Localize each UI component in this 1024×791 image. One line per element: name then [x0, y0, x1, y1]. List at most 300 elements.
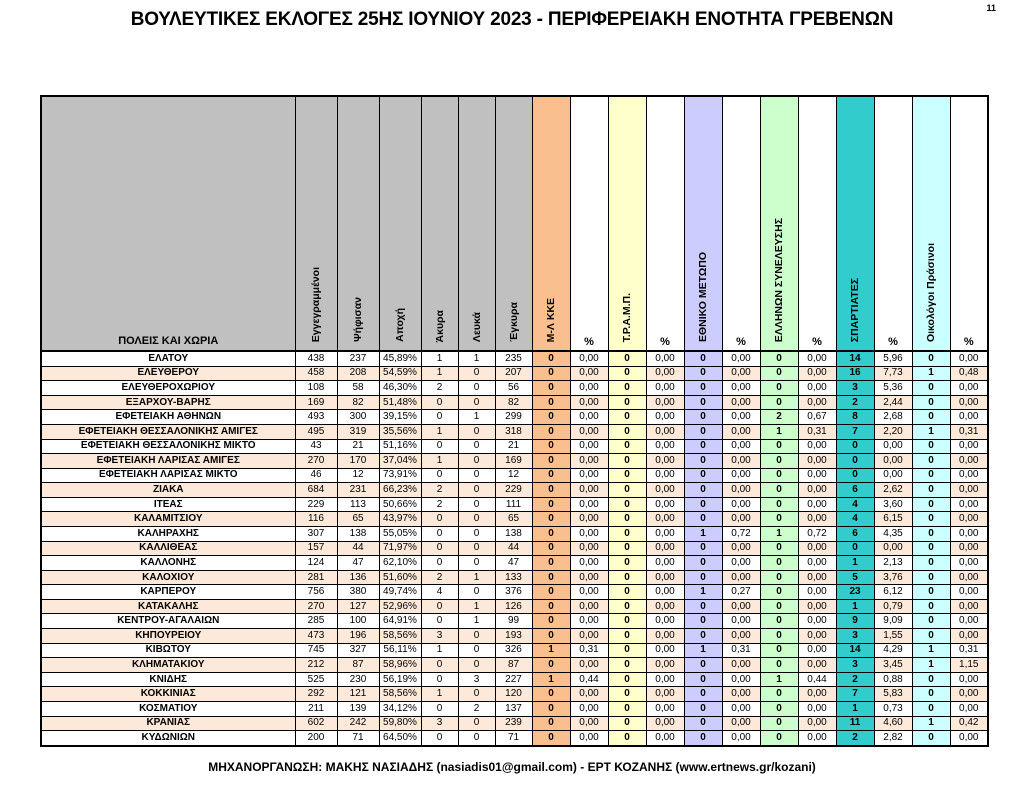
party-votes-cell: 0 — [608, 351, 646, 366]
stat-cell: 300 — [337, 410, 379, 425]
stat-cell: 0 — [421, 410, 458, 425]
col-header-pct-ellinon-synelefsis: % — [798, 96, 836, 351]
place-name-cell: ΕΛΑΤΟΥ — [41, 351, 295, 366]
stat-cell: 473 — [295, 629, 337, 644]
col-header-pct-oikologoi-prasinoi: % — [950, 96, 988, 351]
stat-cell: 116 — [295, 512, 337, 527]
party-votes-cell: 0 — [684, 468, 722, 483]
party-pct-cell: 0,00 — [950, 629, 988, 644]
stat-cell: 113 — [337, 497, 379, 512]
party-votes-cell: 0 — [760, 570, 798, 585]
party-votes-cell: 1 — [912, 716, 950, 731]
party-pct-cell: 0,00 — [798, 658, 836, 673]
party-pct-cell: 0,00 — [722, 468, 760, 483]
party-votes-cell: 0 — [608, 570, 646, 585]
party-votes-cell: 0 — [684, 716, 722, 731]
party-pct-cell: 0,00 — [722, 497, 760, 512]
stat-cell: 0 — [421, 541, 458, 556]
stat-cell: 237 — [337, 351, 379, 366]
party-votes-cell: 0 — [532, 468, 570, 483]
party-votes-cell: 0 — [532, 439, 570, 454]
party-votes-cell: 0 — [912, 731, 950, 746]
table-row — [41, 701, 988, 716]
stat-cell: 4 — [421, 585, 458, 600]
party-votes-cell: 0 — [608, 395, 646, 410]
col-header-abstention — [379, 96, 421, 351]
party-votes-cell: 1 — [532, 672, 570, 687]
party-pct-cell: 9,09 — [874, 614, 912, 629]
party-pct-cell: 0,00 — [798, 716, 836, 731]
party-votes-cell: 0 — [684, 672, 722, 687]
stat-cell: 0 — [421, 599, 458, 614]
party-pct-cell: 0,00 — [950, 351, 988, 366]
stat-cell: 1 — [458, 570, 495, 585]
table-row — [41, 410, 988, 425]
place-name-cell: ΕΦΕΤΕΙΑΚΗ ΘΕΣΣΑΛΟΝΙΚΗΣ ΑΜΙΓΕΣ — [41, 424, 295, 439]
party-pct-cell: 0,00 — [570, 585, 608, 600]
party-pct-cell: 0,00 — [646, 585, 684, 600]
stat-cell: 50,66% — [379, 497, 421, 512]
party-votes-cell: 4 — [836, 512, 874, 527]
col-header-valid — [495, 96, 532, 351]
party-pct-cell: 0,00 — [798, 468, 836, 483]
stat-cell: 0 — [458, 716, 495, 731]
party-votes-cell: 0 — [912, 483, 950, 498]
party-votes-cell: 0 — [684, 351, 722, 366]
party-pct-cell: 0,00 — [722, 512, 760, 527]
stat-cell: 1 — [458, 351, 495, 366]
party-pct-cell: 2,68 — [874, 410, 912, 425]
party-pct-cell: 0,00 — [646, 614, 684, 629]
party-pct-cell: 0,31 — [722, 643, 760, 658]
party-pct-cell: 0,00 — [722, 410, 760, 425]
party-votes-cell: 0 — [532, 599, 570, 614]
page-title: ΒΟΥΛΕΥΤΙΚΕΣ ΕΚΛΟΓΕΣ 25ΗΣ ΙΟΥΝΙΟΥ 2023 - ΠΕΡΙΦΕΡΕΙΑΚΗ ΕΝΟΤΗΤΑ ΓΡΕΒΕΝΩΝ — [130, 9, 894, 30]
stat-cell: 2 — [421, 483, 458, 498]
party-votes-cell: 0 — [912, 570, 950, 585]
stat-cell: 12 — [337, 468, 379, 483]
party-votes-cell: 0 — [760, 395, 798, 410]
party-pct-cell: 0,00 — [798, 556, 836, 571]
stat-cell: 207 — [495, 366, 532, 381]
table-row — [41, 629, 988, 644]
party-votes-cell: 0 — [912, 585, 950, 600]
party-pct-cell: 0,72 — [798, 527, 836, 542]
stat-cell: 2 — [421, 570, 458, 585]
place-name-cell: ΕΦΕΤΕΙΑΚΗ ΑΘΗΝΩΝ — [41, 410, 295, 425]
stat-cell: 193 — [495, 629, 532, 644]
stat-cell: 0 — [421, 614, 458, 629]
table-row — [41, 556, 988, 571]
party-pct-cell: 0,00 — [570, 541, 608, 556]
col-header-abstention-label: Αποχή — [394, 308, 406, 342]
party-votes-cell: 0 — [608, 439, 646, 454]
party-votes-cell: 2 — [836, 672, 874, 687]
party-pct-cell: 0,00 — [570, 701, 608, 716]
party-votes-cell: 0 — [760, 439, 798, 454]
place-name-cell: ΚΕΝΤΡΟΥ-ΑΓΑΛΑΙΩΝ — [41, 614, 295, 629]
party-pct-cell: 0,00 — [570, 439, 608, 454]
party-pct-cell: 0,00 — [798, 570, 836, 585]
party-pct-cell: 0,00 — [950, 599, 988, 614]
stat-cell: 64,91% — [379, 614, 421, 629]
party-votes-cell: 0 — [760, 512, 798, 527]
table-row — [41, 731, 988, 746]
stat-cell: 99 — [495, 614, 532, 629]
stat-cell: 1 — [458, 599, 495, 614]
stat-cell: 0 — [458, 585, 495, 600]
party-votes-cell: 0 — [684, 512, 722, 527]
party-pct-cell: 0,00 — [950, 410, 988, 425]
place-name-cell: ΚΥΔΩΝΙΩΝ — [41, 731, 295, 746]
place-name-cell: ΚΗΠΟΥΡΕΙΟΥ — [41, 629, 295, 644]
stat-cell: 47 — [495, 556, 532, 571]
stat-cell: 0 — [458, 643, 495, 658]
stat-cell: 1 — [421, 643, 458, 658]
party-pct-cell: 0,00 — [950, 468, 988, 483]
party-pct-cell: 0,73 — [874, 701, 912, 716]
party-pct-cell: 0,00 — [570, 468, 608, 483]
party-votes-cell: 0 — [760, 716, 798, 731]
stat-cell: 2 — [421, 497, 458, 512]
stat-cell: 0 — [458, 366, 495, 381]
place-name-cell: ΚΑΛΟΧΙΟΥ — [41, 570, 295, 585]
party-pct-cell: 0,00 — [950, 381, 988, 396]
party-oikologoi-prasinoi-label: Οικολόγοι Πράσινοι — [925, 242, 937, 342]
col-header-blank — [458, 96, 495, 351]
party-pct-cell: 0,00 — [570, 395, 608, 410]
stat-cell: 292 — [295, 687, 337, 702]
party-votes-cell: 11 — [836, 716, 874, 731]
party-pct-cell: 0,00 — [646, 454, 684, 469]
col-header-invalid-label: Άκυρα — [433, 309, 446, 342]
col-header-party-ml-kke — [532, 96, 570, 351]
party-pct-cell: 0,00 — [722, 731, 760, 746]
stat-cell: 100 — [337, 614, 379, 629]
party-votes-cell: 1 — [836, 556, 874, 571]
stat-cell: 3 — [421, 629, 458, 644]
party-votes-cell: 2 — [760, 410, 798, 425]
party-pct-cell: 0,00 — [646, 731, 684, 746]
party-pct-cell: 0,00 — [570, 614, 608, 629]
party-votes-cell: 14 — [836, 643, 874, 658]
party-votes-cell: 0 — [684, 381, 722, 396]
party-pct-cell: 0,00 — [646, 556, 684, 571]
party-pct-cell: 0,00 — [798, 731, 836, 746]
party-votes-cell: 0 — [836, 541, 874, 556]
stat-cell: 0 — [458, 731, 495, 746]
stat-cell: 211 — [295, 701, 337, 716]
party-votes-cell: 1 — [760, 527, 798, 542]
party-pct-cell: 0,00 — [646, 716, 684, 731]
party-spartiates-label: ΣΠΑΡΤΙΑΤΕΣ — [849, 277, 861, 342]
stat-cell: 43,97% — [379, 512, 421, 527]
stat-cell: 0 — [458, 687, 495, 702]
table-row — [41, 351, 988, 366]
party-pct-cell: 5,36 — [874, 381, 912, 396]
party-ethniko-metopo-label: ΕΘΝΙΚΟ ΜΕΤΩΠΟ — [697, 252, 709, 342]
party-pct-cell: 0,44 — [798, 672, 836, 687]
stat-cell: 327 — [337, 643, 379, 658]
table-row — [41, 512, 988, 527]
party-pct-cell: 0,00 — [798, 643, 836, 658]
party-pct-cell: 0,00 — [950, 672, 988, 687]
stat-cell: 51,60% — [379, 570, 421, 585]
stat-cell: 46,30% — [379, 381, 421, 396]
party-votes-cell: 0 — [912, 527, 950, 542]
party-pct-cell: 0,00 — [646, 366, 684, 381]
party-pct-cell: 0,00 — [798, 629, 836, 644]
place-name-cell: ΚΑΛΛΙΘΕΑΣ — [41, 541, 295, 556]
party-votes-cell: 0 — [532, 395, 570, 410]
party-pct-cell: 0,00 — [950, 556, 988, 571]
party-votes-cell: 0 — [608, 424, 646, 439]
party-pct-cell: 0,00 — [798, 541, 836, 556]
col-header-voted — [337, 96, 379, 351]
stat-cell: 493 — [295, 410, 337, 425]
results-table — [40, 95, 989, 747]
party-votes-cell: 1 — [684, 643, 722, 658]
party-pct-cell: 0,00 — [798, 366, 836, 381]
stat-cell: 231 — [337, 483, 379, 498]
party-votes-cell: 0 — [760, 541, 798, 556]
party-votes-cell: 0 — [608, 381, 646, 396]
party-votes-cell: 1 — [760, 672, 798, 687]
stat-cell: 65 — [495, 512, 532, 527]
stat-cell: 495 — [295, 424, 337, 439]
stat-cell: 0 — [421, 512, 458, 527]
party-pct-cell: 0,00 — [722, 672, 760, 687]
stat-cell: 684 — [295, 483, 337, 498]
party-votes-cell: 0 — [684, 497, 722, 512]
stat-cell: 0 — [458, 556, 495, 571]
party-pct-cell: 0,00 — [646, 468, 684, 483]
table-row — [41, 570, 988, 585]
party-votes-cell: 0 — [532, 527, 570, 542]
party-pct-cell: 0,00 — [950, 527, 988, 542]
party-votes-cell: 0 — [912, 454, 950, 469]
stat-cell: 71 — [337, 731, 379, 746]
table-row — [41, 527, 988, 542]
party-pct-cell: 0,00 — [570, 381, 608, 396]
stat-cell: 56,19% — [379, 672, 421, 687]
party-pct-cell: 0,00 — [646, 658, 684, 673]
table-row — [41, 541, 988, 556]
stat-cell: 0 — [421, 701, 458, 716]
party-pct-cell: 0,00 — [950, 701, 988, 716]
stat-cell: 200 — [295, 731, 337, 746]
party-pct-cell: 0,00 — [570, 527, 608, 542]
party-pct-cell: 0,42 — [950, 716, 988, 731]
party-ellinon-synelefsis-label: ΕΛΛΗΝΩΝ ΣΥΝΕΛΕΥΣΗΣ — [773, 217, 785, 342]
party-pct-cell: 0,00 — [570, 731, 608, 746]
party-votes-cell: 0 — [608, 599, 646, 614]
col-header-pct-ethniko-metopo: % — [722, 96, 760, 351]
party-pct-cell: 0,00 — [798, 701, 836, 716]
stat-cell: 58,96% — [379, 658, 421, 673]
stat-cell: 2 — [458, 701, 495, 716]
stat-cell: 46 — [295, 468, 337, 483]
party-ml-kke-label: Μ-Λ ΚΚΕ — [545, 297, 557, 342]
party-pct-cell: 0,00 — [570, 629, 608, 644]
party-pct-cell: 0,44 — [570, 672, 608, 687]
party-votes-cell: 0 — [760, 599, 798, 614]
stat-cell: 87 — [495, 658, 532, 673]
table-row — [41, 439, 988, 454]
stat-cell: 0 — [458, 454, 495, 469]
party-votes-cell: 0 — [912, 512, 950, 527]
party-votes-cell: 7 — [836, 687, 874, 702]
col-header-party-spartiates — [836, 96, 874, 351]
party-pct-cell: 0,00 — [798, 614, 836, 629]
stat-cell: 285 — [295, 614, 337, 629]
party-votes-cell: 6 — [836, 527, 874, 542]
col-header-party-ellinon-synelefsis — [760, 96, 798, 351]
stat-cell: 0 — [458, 483, 495, 498]
stat-cell: 37,04% — [379, 454, 421, 469]
party-pct-cell: 3,60 — [874, 497, 912, 512]
party-votes-cell: 14 — [836, 351, 874, 366]
stat-cell: 56 — [495, 381, 532, 396]
party-pct-cell: 0,00 — [874, 468, 912, 483]
party-pct-cell: 0,00 — [722, 381, 760, 396]
stat-cell: 0 — [458, 395, 495, 410]
party-votes-cell: 0 — [532, 351, 570, 366]
party-pct-cell: 0,48 — [950, 366, 988, 381]
stat-cell: 73,91% — [379, 468, 421, 483]
stat-cell: 326 — [495, 643, 532, 658]
party-votes-cell: 0 — [608, 512, 646, 527]
col-header-party-oikologoi-prasinoi — [912, 96, 950, 351]
party-votes-cell: 0 — [608, 658, 646, 673]
stat-cell: 82 — [495, 395, 532, 410]
party-votes-cell: 0 — [836, 454, 874, 469]
party-votes-cell: 0 — [608, 614, 646, 629]
party-votes-cell: 0 — [760, 629, 798, 644]
col-header-voted-label: Ψήφισαν — [352, 297, 364, 342]
stat-cell: 756 — [295, 585, 337, 600]
party-pct-cell: 0,00 — [950, 585, 988, 600]
party-pct-cell: 0,00 — [570, 351, 608, 366]
stat-cell: 2 — [421, 381, 458, 396]
party-pct-cell: 3,76 — [874, 570, 912, 585]
party-votes-cell: 0 — [912, 351, 950, 366]
party-pct-cell: 0,00 — [646, 381, 684, 396]
col-header-valid-label: Έγκυρα — [507, 302, 520, 342]
party-pct-cell: 0,00 — [646, 527, 684, 542]
party-pct-cell: 0,00 — [570, 687, 608, 702]
party-votes-cell: 0 — [684, 599, 722, 614]
party-pct-cell: 0,00 — [874, 439, 912, 454]
party-pct-cell: 0,31 — [570, 643, 608, 658]
stat-cell: 138 — [495, 527, 532, 542]
party-pct-cell: 0,00 — [570, 410, 608, 425]
party-votes-cell: 0 — [532, 731, 570, 746]
party-pct-cell: 0,00 — [798, 512, 836, 527]
party-votes-cell: 0 — [912, 672, 950, 687]
party-pct-cell: 0,00 — [950, 395, 988, 410]
table-row — [41, 599, 988, 614]
stat-cell: 59,80% — [379, 716, 421, 731]
party-votes-cell: 0 — [608, 366, 646, 381]
place-name-cell: ΚΑΡΠΕΡΟΥ — [41, 585, 295, 600]
party-pct-cell: 0,00 — [950, 614, 988, 629]
col-header-party-ethniko-metopo — [684, 96, 722, 351]
party-pct-cell: 0,00 — [722, 424, 760, 439]
party-pct-cell: 0,00 — [950, 731, 988, 746]
party-votes-cell: 0 — [608, 687, 646, 702]
stat-cell: 64,50% — [379, 731, 421, 746]
page-number: 11 — [986, 3, 996, 13]
party-votes-cell: 1 — [836, 701, 874, 716]
party-votes-cell: 1 — [912, 643, 950, 658]
stat-cell: 235 — [495, 351, 532, 366]
party-votes-cell: 1 — [532, 643, 570, 658]
stat-cell: 65 — [337, 512, 379, 527]
place-name-cell: ΕΛΕΥΘΕΡΟΧΩΡΙΟΥ — [41, 381, 295, 396]
place-name-cell: ΚΟΣΜΑΤΙΟΥ — [41, 701, 295, 716]
party-votes-cell: 0 — [912, 497, 950, 512]
place-name-cell: ΚΑΛΑΜΙΤΣΙΟΥ — [41, 512, 295, 527]
stat-cell: 0 — [458, 658, 495, 673]
stat-cell: 56,11% — [379, 643, 421, 658]
party-votes-cell: 0 — [760, 454, 798, 469]
party-votes-cell: 0 — [608, 643, 646, 658]
party-pct-cell: 0,00 — [646, 541, 684, 556]
party-votes-cell: 0 — [684, 614, 722, 629]
stat-cell: 380 — [337, 585, 379, 600]
party-votes-cell: 0 — [760, 614, 798, 629]
party-pct-cell: 0,00 — [570, 454, 608, 469]
stat-cell: 55,05% — [379, 527, 421, 542]
party-votes-cell: 0 — [532, 366, 570, 381]
place-name-cell: ΚΟΚΚΙΝΙΑΣ — [41, 687, 295, 702]
party-votes-cell: 0 — [532, 410, 570, 425]
party-votes-cell: 0 — [532, 556, 570, 571]
party-votes-cell: 0 — [684, 424, 722, 439]
stat-cell: 87 — [337, 658, 379, 673]
party-votes-cell: 0 — [532, 424, 570, 439]
stat-cell: 121 — [337, 687, 379, 702]
party-pct-cell: 0,00 — [570, 716, 608, 731]
party-votes-cell: 0 — [532, 658, 570, 673]
party-pct-cell: 0,00 — [722, 366, 760, 381]
col-header-party-trampi — [608, 96, 646, 351]
stat-cell: 58,56% — [379, 629, 421, 644]
stat-cell: 47 — [337, 556, 379, 571]
table-row — [41, 483, 988, 498]
results-tbody — [41, 351, 988, 746]
party-pct-cell: 0,00 — [722, 716, 760, 731]
party-pct-cell: 0,00 — [722, 395, 760, 410]
table-row — [41, 643, 988, 658]
col-header-pct-trampi: % — [646, 96, 684, 351]
stat-cell: 34,12% — [379, 701, 421, 716]
party-pct-cell: 0,88 — [874, 672, 912, 687]
place-name-cell: ΕΦΕΤΕΙΑΚΗ ΛΑΡΙΣΑΣ ΑΜΙΓΕΣ — [41, 454, 295, 469]
stat-cell: 0 — [458, 497, 495, 512]
party-votes-cell: 0 — [532, 687, 570, 702]
stat-cell: 1 — [421, 454, 458, 469]
party-votes-cell: 0 — [608, 468, 646, 483]
party-pct-cell: 0,31 — [798, 424, 836, 439]
party-pct-cell: 0,00 — [722, 439, 760, 454]
party-votes-cell: 5 — [836, 570, 874, 585]
party-votes-cell: 7 — [836, 424, 874, 439]
table-row — [41, 672, 988, 687]
party-pct-cell: 0,00 — [722, 483, 760, 498]
party-pct-cell: 0,00 — [950, 454, 988, 469]
